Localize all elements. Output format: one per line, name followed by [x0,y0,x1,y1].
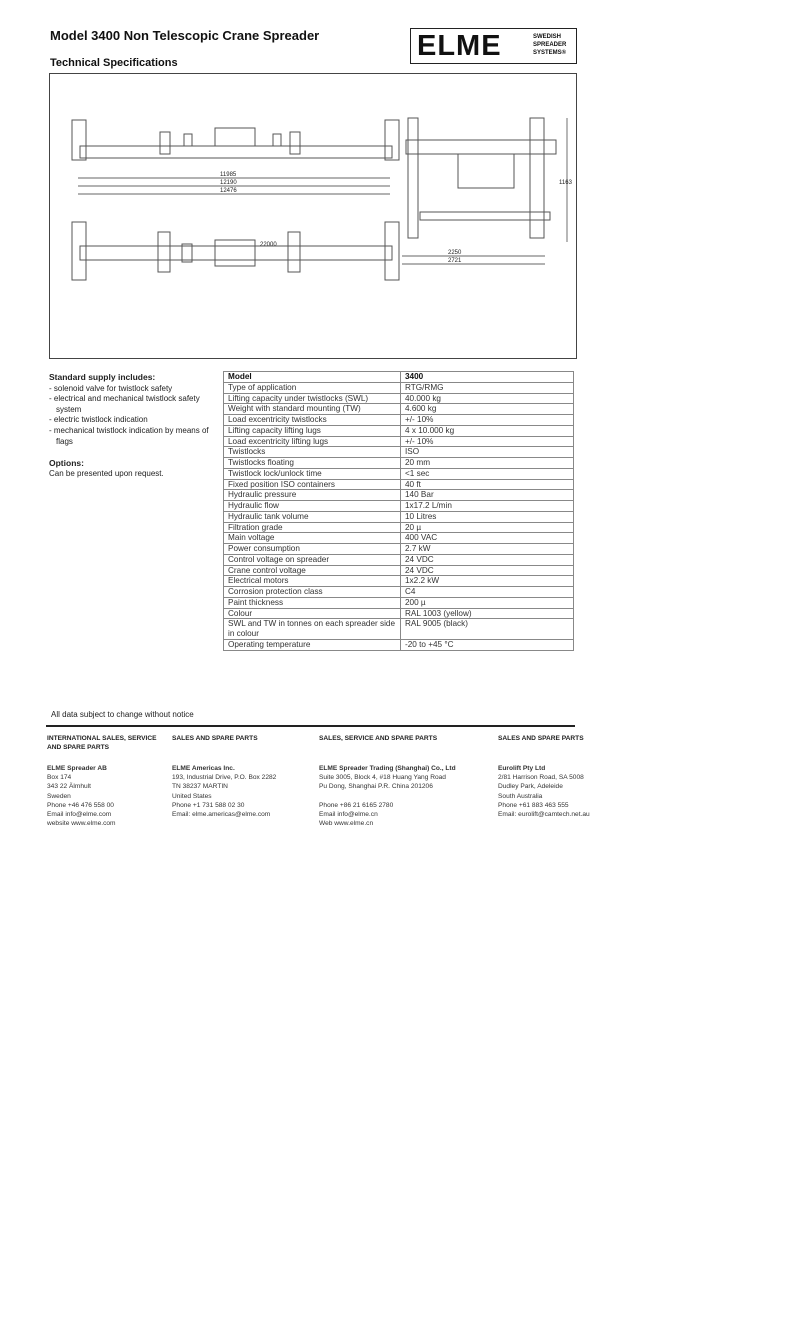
dim-label-5: 2721 [448,258,462,264]
elme-logo [410,28,577,64]
table-row [224,544,574,555]
table-row [224,404,574,415]
spec-label: Operating temperature [224,639,401,650]
spec-label: Twistlock lock/unlock time [224,468,401,479]
standard-supply-list [49,384,219,448]
spec-value: 24 VDC [401,565,574,576]
spec-header-value: 3400 [401,372,574,383]
contact-line: Sweden [47,792,71,800]
spec-value: RAL 9005 (black) [401,619,574,640]
logo-word: ELME [417,30,502,62]
contact-line: 193, Industrial Drive, P.O. Box 2282 [172,774,277,782]
logo-tagline-1: SWEDISH [533,34,562,40]
contact-line: 2/81 Harrison Road, SA 5008 [498,774,584,782]
spec-value: 1x17.2 L/min [401,501,574,512]
page-title: Model 3400 Non Telescopic Crane Spreader [50,28,320,43]
spec-header-label: Model [224,372,401,383]
spec-table [223,371,574,651]
contact-line: website www.elme.com [47,820,116,828]
contact-line: Pu Dong, Shanghai P.R. China 201206 [319,783,433,791]
logo-tagline [533,33,577,57]
logo-tagline-2: SPREADER [533,42,567,48]
spec-label: Lifting capacity under twistlocks (SWL) [224,393,401,404]
table-row [224,576,574,587]
spec-label: Fixed position ISO containers [224,479,401,490]
dim-label-1: 11985 [220,172,237,178]
spec-label: Twistlocks [224,447,401,458]
dim-label-6: 1163 [559,180,572,186]
table-row [224,587,574,598]
table-row [224,458,574,469]
contact-heading: SALES AND SPARE PARTS [498,735,584,742]
spec-label: Filtration grade [224,522,401,533]
spec-label: Type of application [224,382,401,393]
contact-company: ELME Americas Inc. [172,765,235,772]
contact-line: Dudley Park, Adeleide [498,783,563,791]
contact-company: Eurolift Pty Ltd [498,765,546,772]
spec-label: SWL and TW in tonnes on each spreader side in colour [224,619,401,640]
table-row [224,479,574,490]
table-row [224,425,574,436]
spec-label: Hydraulic flow [224,501,401,512]
table-row [224,501,574,512]
spec-label: Corrosion protection class [224,587,401,598]
spec-label: Power consumption [224,544,401,555]
table-row [224,533,574,544]
contact-column-sweden [47,734,165,828]
spec-value: -20 to +45 °C [401,639,574,650]
table-row [224,382,574,393]
spec-value: 40 ft [401,479,574,490]
spec-label: Hydraulic pressure [224,490,401,501]
options-text: Can be presented upon request. [49,468,164,478]
table-row [224,447,574,458]
table-row [224,608,574,619]
list-item: - electrical and mechanical twistlock safety system [49,394,200,414]
table-row [224,436,574,447]
dim-label-2: 12190 [220,180,237,186]
spec-value: <1 sec [401,468,574,479]
list-item: - mechanical twistlock indication by means of flags [49,425,209,446]
contact-column-australia [498,734,608,819]
top-view-beam [80,146,392,158]
contact-line: Web www.elme.cn [319,820,374,828]
spec-value: RTG/RMG [401,382,574,393]
spec-label: Hydraulic tank volume [224,511,401,522]
contact-line: 343 22 Älmhult [47,783,91,791]
spreader-technical-drawing [49,73,577,359]
spec-value: 200 µ [401,597,574,608]
side-view-frame [406,140,556,154]
spec-value: 10 Litres [401,511,574,522]
dim-label-4: 2250 [448,250,462,256]
table-row [224,393,574,404]
contact-line [319,792,489,801]
contact-line: Email info@elme.cn [319,810,378,818]
spec-value: 40.000 kg [401,393,574,404]
spec-label: Main voltage [224,533,401,544]
contact-line: Phone +1 731 588 02 30 [172,801,245,809]
dim-label-7: 22000 [260,242,277,248]
spec-value: +/- 10% [401,415,574,426]
table-row [224,522,574,533]
spec-value: +/- 10% [401,436,574,447]
options-heading: Options: [49,458,84,468]
plan-view-beam [80,246,392,260]
spec-value: 24 VDC [401,554,574,565]
spec-label: Paint thickness [224,597,401,608]
spec-value: C4 [401,587,574,598]
spec-value: 20 mm [401,458,574,469]
contact-line: Phone +61 883 463 555 [498,801,569,809]
spec-value: ISO [401,447,574,458]
spec-value: 400 VAC [401,533,574,544]
table-row [224,639,574,650]
spec-table-body [224,372,574,651]
spec-value: 4.600 kg [401,404,574,415]
spec-value: 1x2.2 kW [401,576,574,587]
spec-label: Colour [224,608,401,619]
spreader-drawing-svg [50,74,576,358]
table-row [224,468,574,479]
spec-label: Load excentricity twistlocks [224,415,401,426]
contact-line: Phone +86 21 6165 2780 [319,801,394,809]
disclaimer: All data subject to change without notice [51,710,194,719]
table-row [224,415,574,426]
spec-label: Weight with standard mounting (TW) [224,404,401,415]
spec-value: RAL 1003 (yellow) [401,608,574,619]
spec-label: Twistlocks floating [224,458,401,469]
spec-value: 4 x 10.000 kg [401,425,574,436]
contact-line: Email info@elme.com [47,811,112,819]
dim-label-3: 12476 [220,188,237,194]
footer-divider [46,725,575,727]
spec-label: Control voltage on spreader [224,554,401,565]
contact-line: Box 174 [47,774,72,782]
contact-heading: SALES, SERVICE AND SPARE PARTS [319,735,438,742]
spec-label: Load excentricity lifting lugs [224,436,401,447]
spec-value: 2.7 kW [401,544,574,555]
table-row [224,565,574,576]
standard-supply [49,372,219,447]
table-row [224,597,574,608]
contact-line: United States [172,792,212,800]
table-row [224,619,574,640]
table-row [224,554,574,565]
list-item: - solenoid valve for twistlock safety [49,383,173,393]
contact-line: Email: eurolift@camtech.net.au [498,811,590,819]
contact-line: Phone +46 476 558 00 [47,801,114,809]
standard-supply-heading: Standard supply includes: [49,372,156,382]
contact-column-shanghai [319,734,489,828]
spec-label: Crane control voltage [224,565,401,576]
spec-label: Lifting capacity lifting lugs [224,425,401,436]
contact-line: South Australia [498,792,543,800]
section-subtitle: Technical Specifications [50,57,178,69]
contact-line: TN 38237 MARTIN [172,783,228,791]
contact-heading: SALES AND SPARE PARTS [172,735,258,742]
options [49,458,219,479]
table-row [224,511,574,522]
contact-company: ELME Spreader AB [47,765,107,772]
spec-value: 140 Bar [401,490,574,501]
contact-heading: INTERNATIONAL SALES, SERVICE AND SPARE PARTS [47,735,157,752]
contact-line: Suite 3005, Block 4, #18 Huang Yang Road [319,774,446,782]
contact-company: ELME Spreader Trading (Shanghai) Co., Ltd [319,765,456,772]
logo-tagline-3: SYSTEMS® [533,50,567,56]
contact-column-americas [172,734,312,819]
list-item: - electric twistlock indication [49,415,148,425]
spec-value: 20 µ [401,522,574,533]
spec-header-row [224,372,574,383]
contact-line: Email: elme.americas@elme.com [172,811,271,819]
table-row [224,490,574,501]
spec-label: Electrical motors [224,576,401,587]
